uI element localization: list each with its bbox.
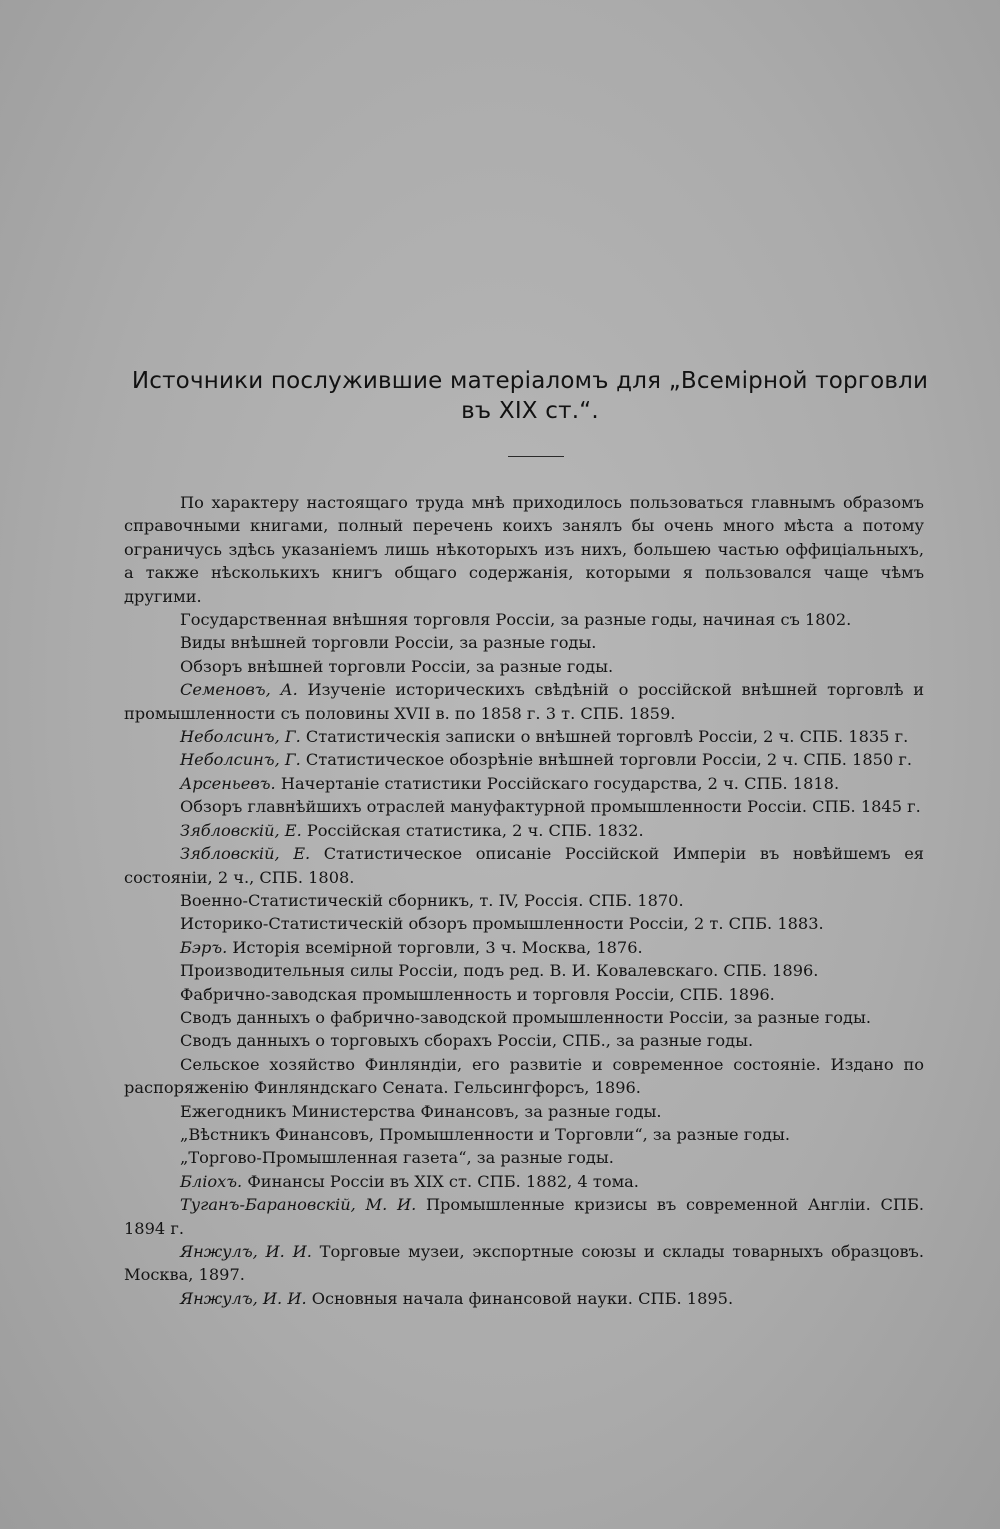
entry-author: Зябловскій, Е. — [180, 844, 311, 864]
bibliography-entry — [124, 608, 924, 631]
entry-author: Янжулъ, И. И. — [180, 1242, 312, 1261]
bibliography-entry — [124, 678, 924, 725]
title-line-2: въ XIX ст.“. — [461, 398, 599, 424]
bibliography-entry — [124, 1287, 924, 1310]
bibliography-entry — [124, 819, 924, 842]
entry-text: Статистическое описаніе Россійской Имперіи въ новѣйшемъ ея состояніи, 2 ч., СПБ. 1808. — [124, 844, 924, 887]
bibliography-entry — [124, 912, 924, 935]
entry-author: Зябловскій, Е. — [180, 820, 302, 840]
bibliography-entry — [124, 959, 924, 982]
entry-text: Обзоръ внѣшней торговли Россіи, за разные годы. — [180, 656, 614, 676]
bibliography-list — [124, 608, 924, 1310]
entry-author: Неболсинъ, Г. — [180, 727, 301, 747]
entry-text: Статистическое обозрѣніе внѣшней торговли Россіи, 2 ч. СПБ. 1850 г. — [305, 750, 913, 770]
bibliography-entry — [124, 655, 924, 678]
bibliography-entry — [124, 795, 924, 818]
entry-text: Сводъ данныхъ о фабрично-заводской промышленности Россіи, за разные годы. — [180, 1007, 871, 1027]
entry-text: Производительныя силы Россіи, подъ ред. В. И. Ковалевскаго. СПБ. 1896. — [180, 961, 819, 981]
bibliography-entry — [124, 1240, 924, 1287]
document-body — [124, 491, 924, 1310]
intro-paragraph: По характеру настоящаго труда мнѣ приходилось пользоваться главнымъ образомъ справочными книгами, полный перечень коихъ занялъ бы очень много мѣста а потому ограничусь здѣсь указаніемъ лишь нѣкоторыхъ изъ нихъ, большею частью оффиціальныхъ, а также нѣсколькихъ книгъ общаго содержанія, которыми я пользовался чаще чѣмъ другими. — [124, 493, 924, 606]
entry-text: Сводъ данныхъ о торговыхъ сборахъ Россіи, СПБ., за разные годы. — [180, 1031, 754, 1051]
title-line-1: Источники послужившие матеріаломъ для „Всемірной торговли — [131, 368, 929, 394]
entry-text: „Вѣстникъ Финансовъ, Промышленности и Торговли“, за разные годы. — [180, 1124, 790, 1144]
entry-text: Обзоръ главнѣйшихъ отраслей мануфактурной промышленности Россіи. СПБ. 1845 г. — [180, 797, 921, 817]
entry-text: Государственная внѣшняя торговля Россіи, за разные годы, начиная съ 1802. — [180, 610, 852, 630]
bibliography-entry — [124, 725, 924, 748]
bibliography-entry — [124, 889, 924, 912]
entry-author: Бліохъ. — [180, 1171, 243, 1191]
bibliography-entry — [124, 842, 924, 889]
page-title — [100, 366, 960, 426]
bibliography-entry — [124, 1170, 924, 1193]
entry-text: „Торгово-Промышленная газета“, за разные годы. — [180, 1148, 614, 1168]
entry-text: Начертаніе статистики Россійскаго государства, 2 ч. СПБ. 1818. — [280, 773, 840, 793]
entry-author: Бэръ. — [180, 937, 228, 957]
bibliography-entry — [124, 772, 924, 795]
entry-text: Основныя начала финансовой науки. СПБ. 1895. — [311, 1288, 734, 1308]
title-divider — [508, 456, 564, 457]
entry-text: Россійская статистика, 2 ч. СПБ. 1832. — [306, 820, 644, 840]
entry-author: Неболсинъ, Г. — [180, 750, 301, 770]
bibliography-entry — [124, 1146, 924, 1169]
entry-text: Ежегодникъ Министерства Финансовъ, за разные годы. — [180, 1101, 662, 1121]
entry-text: Статистическія записки о внѣшней торговлѣ Россіи, 2 ч. СПБ. 1835 г. — [305, 727, 909, 747]
entry-text: Исторія всемірной торговли, 3 ч. Москва, 1876. — [232, 937, 643, 957]
bibliography-entry — [124, 748, 924, 771]
entry-text: Историко-Статистическій обзоръ промышленности Россіи, 2 т. СПБ. 1883. — [180, 914, 824, 934]
bibliography-entry — [124, 1053, 924, 1100]
entry-author: Семеновъ, А. — [180, 680, 298, 700]
bibliography-entry — [124, 936, 924, 959]
bibliography-entry — [124, 1123, 924, 1146]
bibliography-entry — [124, 1006, 924, 1029]
bibliography-entry — [124, 1100, 924, 1123]
entry-author: Арсеньевъ. — [180, 773, 276, 793]
entry-text: Торговые музеи, экспортные союзы и склады товарныхъ образцовъ. Москва, 1897. — [124, 1242, 924, 1285]
entry-text: Промышленные кризисы въ современной Англіи. СПБ. 1894 г. — [124, 1195, 924, 1238]
entry-text: Виды внѣшней торговли Россіи, за разные годы. — [180, 633, 597, 653]
bibliography-entry — [124, 1029, 924, 1052]
entry-text: Сельское хозяйство Финляндіи, его развитіе и современное состояніе. Издано по распоряженію Финляндскаго Сената. Гельсингфорсъ, 1896. — [124, 1054, 924, 1098]
bibliography-entry — [124, 1193, 924, 1240]
bibliography-entry — [124, 631, 924, 654]
entry-text: Фабрично-заводская промышленность и торговля Россіи, СПБ. 1896. — [180, 984, 775, 1004]
entry-text: Изученіе историческихъ свѣдѣній о россійской внѣшней торговлѣ и промышленности съ половины XVII в. по 1858 г. 3 т. СПБ. 1859. — [124, 680, 924, 723]
bibliography-entry — [124, 983, 924, 1006]
entry-author: Туганъ-Барановскій, М. И. — [180, 1195, 417, 1215]
entry-text: Военно-Статистическій сборникъ, т. IV, Россія. СПБ. 1870. — [180, 890, 684, 910]
entry-text: Финансы Россіи въ XIX ст. СПБ. 1882, 4 тома. — [247, 1171, 639, 1191]
entry-author: Янжулъ, И. И. — [180, 1288, 307, 1308]
